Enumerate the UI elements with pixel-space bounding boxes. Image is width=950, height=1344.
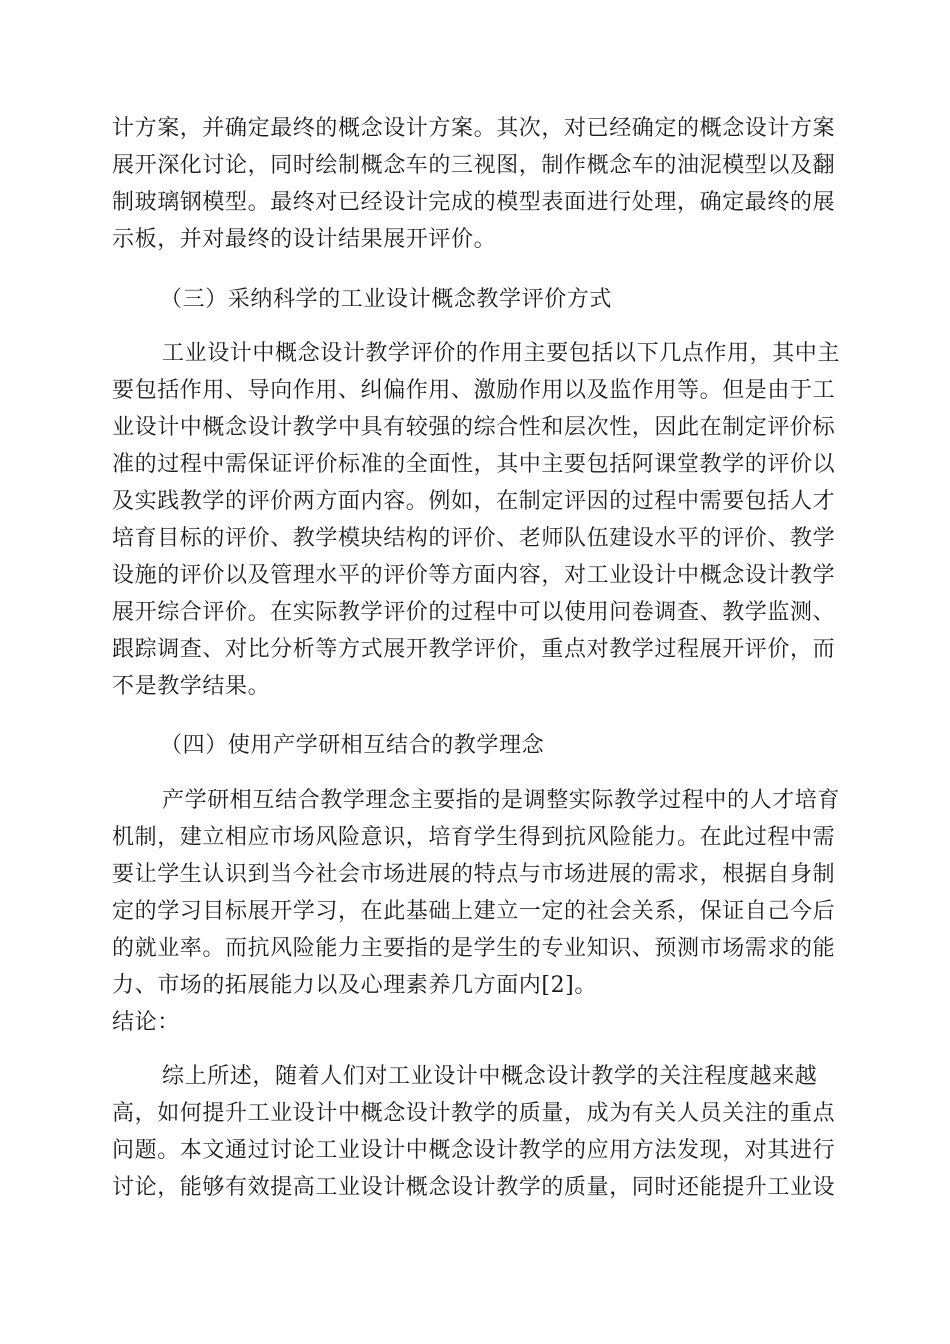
text-line: 要包括作用、导向作用、纠偏作用、激励作用以及监作用等。但是由于工 bbox=[112, 378, 836, 403]
text-line: 培育目标的评价、教学模块结构的评价、老师队伍建设水平的评价、教学 bbox=[112, 526, 836, 551]
text-line: 要让学生认识到当今社会市场进展的特点与市场进展的需求，根据自身制 bbox=[112, 862, 836, 887]
text-line: 问题。本文通过讨论工业设计中概念设计教学的应用方法发现，对其进行 bbox=[112, 1138, 836, 1163]
text-line: 制玻璃钢模型。最终对已经设计完成的模型表面进行处理，确定最终的展 bbox=[112, 190, 836, 215]
text-line: 准的过程中需保证评价标准的全面性，其中主要包括阿课堂教学的评价以 bbox=[112, 452, 836, 477]
section-heading-3: （三）采纳科学的工业设计概念教学评价方式 bbox=[160, 287, 613, 312]
section-heading-4: （四）使用产学研相互结合的教学理念 bbox=[160, 733, 545, 758]
text-line: 不是教学结果。 bbox=[112, 674, 271, 699]
text-line: 高，如何提升工业设计中概念设计教学的质量，成为有关人员关注的重点 bbox=[112, 1101, 836, 1126]
text-line: 产学研相互结合教学理念主要指的是调整实际教学过程中的人才培育 bbox=[162, 788, 841, 813]
text-line: 跟踪调查、对比分析等方式展开教学评价，重点对教学过程展开评价，而 bbox=[112, 637, 836, 662]
text-line: 业设计中概念设计教学中具有较强的综合性和层次性，因此在制定评价标 bbox=[112, 415, 836, 440]
paragraph-design-process bbox=[112, 110, 836, 258]
conclusion-label bbox=[112, 1004, 832, 1041]
text-line: 示板，并对最终的设计结果展开评价。 bbox=[112, 227, 497, 252]
text-line: 定的学习目标展开学习，在此基础上建立一定的社会关系，保证自己今后 bbox=[112, 899, 836, 924]
paragraph-evaluation bbox=[112, 335, 841, 705]
paragraph-industry-research bbox=[112, 782, 841, 1004]
text-line: 展开深化讨论，同时绘制概念车的三视图，制作概念车的油泥模型以及翻 bbox=[112, 153, 836, 178]
text-line: 展开综合评价。在实际教学评价的过程中可以使用问卷调查、教学监测、 bbox=[112, 600, 836, 625]
paragraph-conclusion bbox=[112, 1058, 836, 1206]
text-line: 力、市场的拓展能力以及心理素养几方面内[2]。 bbox=[112, 973, 597, 998]
text-line: 结论： bbox=[112, 1010, 180, 1035]
text-line: 讨论，能够有效提高工业设计概念设计教学的质量，同时还能提升工业设 bbox=[112, 1175, 836, 1200]
text-line: 机制，建立相应市场风险意识，培育学生得到抗风险能力。在此过程中需 bbox=[112, 825, 836, 850]
text-line: 及实践教学的评价两方面内容。例如，在制定评因的过程中需要包括人才 bbox=[112, 489, 836, 514]
text-line: 计方案，并确定最终的概念设计方案。其次，对已经确定的概念设计方案 bbox=[112, 116, 836, 141]
text-line: 设施的评价以及管理水平的评价等方面内容，对工业设计中概念设计教学 bbox=[112, 563, 836, 588]
text-line: 工业设计中概念设计教学评价的作用主要包括以下几点作用，其中主 bbox=[162, 341, 841, 366]
text-line: 的就业率。而抗风险能力主要指的是学生的专业知识、预测市场需求的能 bbox=[112, 936, 836, 961]
text-line: 综上所述，随着人们对工业设计中概念设计教学的关注程度越来越 bbox=[162, 1064, 818, 1089]
